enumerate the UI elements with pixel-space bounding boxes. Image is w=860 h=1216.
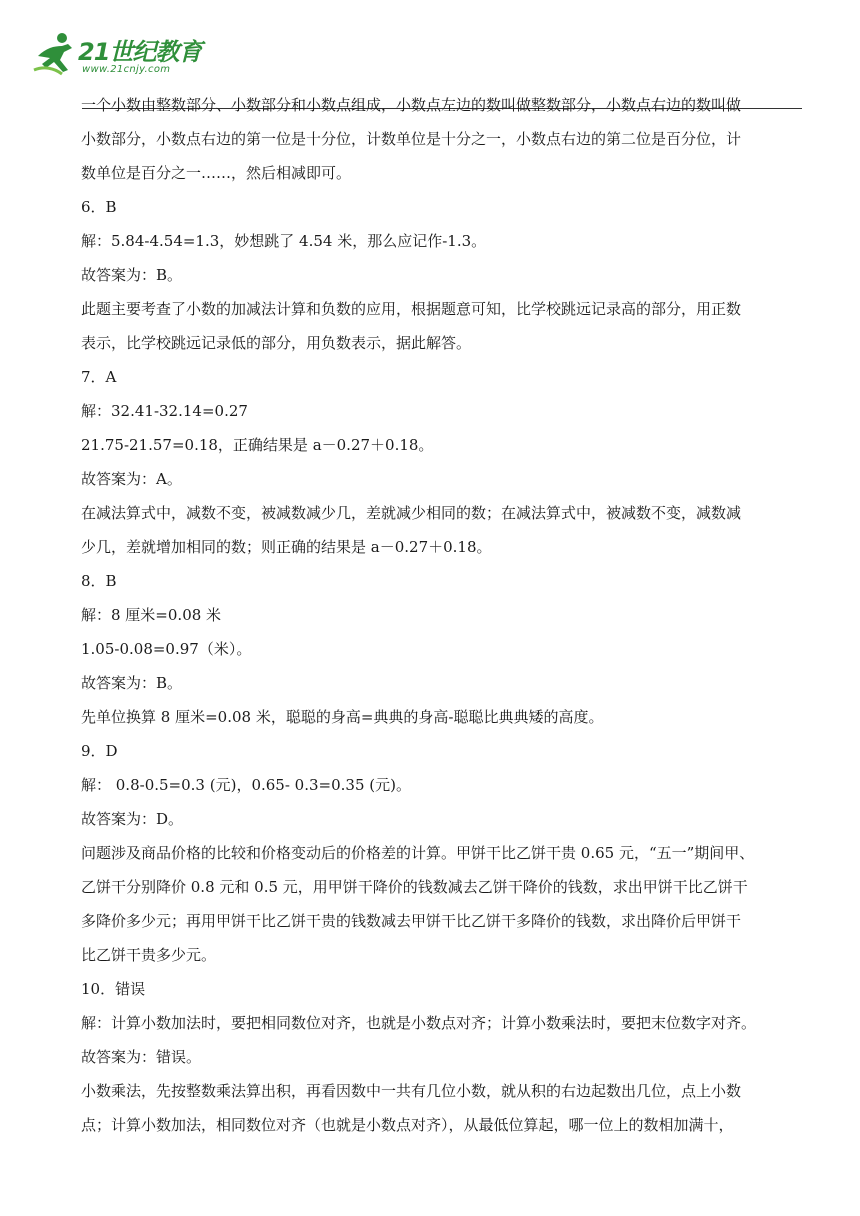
question-number: 6．B <box>81 198 117 216</box>
text-line: 先单位换算 8 厘米=0.08 米，聪聪的身高=典典的身高-聪聪比典典矮的高度。 <box>81 708 604 726</box>
text-line: 此题主要考查了小数的加减法计算和负数的应用，根据题意可知，比学校跳远记录高的部分，用正数 <box>81 300 742 318</box>
question-number: 7．A <box>81 368 117 386</box>
text-line: 1.05-0.08=0.97（米）。 <box>81 640 252 658</box>
answer-line: 故答案为：D。 <box>81 810 184 828</box>
answer-line: 故答案为：B。 <box>81 674 183 692</box>
document-body <box>81 88 781 1142</box>
question-number: 9．D <box>81 742 118 760</box>
answer-line: 故答案为：A。 <box>81 470 182 488</box>
text-line: 解：32.41-32.14=0.27 <box>81 402 248 420</box>
answer-line: 故答案为：B。 <box>81 266 183 284</box>
text-line: 解：计算小数加法时，要把相同数位对齐，也就是小数点对齐；计算小数乘法时，要把末位数字对齐。 <box>81 1014 757 1032</box>
logo-text: 21世纪教育 <box>78 38 202 66</box>
text-line: 在减法算式中，减数不变，被减数减少几，差就减少相同的数；在减法算式中，被减数不变，减数减 <box>81 504 742 522</box>
text-line: 21.75-21.57=0.18，正确结果是 a－0.27＋0.18。 <box>81 436 434 454</box>
text-line: 表示，比学校跳远记录低的部分，用负数表示，据此解答。 <box>81 334 472 352</box>
question-number: 8．B <box>81 572 117 590</box>
text-line: 小数部分，小数点右边的第一位是十分位，计数单位是十分之一，小数点右边的第二位是百分位，计 <box>81 130 742 148</box>
page-header <box>24 26 784 86</box>
logo-url: www.21cnjy.com <box>82 64 171 75</box>
logo <box>32 30 232 80</box>
text-line: 一个小数由整数部分、小数部分和小数点组成，小数点左边的数叫做整数部分，小数点右边的数叫做 <box>81 96 742 114</box>
answer-line: 故答案为：错误。 <box>81 1048 202 1066</box>
text-line: 乙饼干分别降价 0.8 元和 0.5 元，用甲饼干降价的钱数减去乙饼干降价的钱数，求出甲饼干比乙饼干 <box>81 878 748 896</box>
text-line: 问题涉及商品价格的比较和价格变动后的价格差的计算。甲饼干比乙饼干贵 0.65 元，“五一”期间甲、 <box>81 844 755 862</box>
text-line: 解： 0.8-0.5=0.3 (元)，0.65- 0.3=0.35 (元)。 <box>81 776 411 794</box>
text-line: 多降价多少元；再用甲饼干比乙饼干贵的钱数减去甲饼干比乙饼干多降价的钱数，求出降价后甲饼干 <box>81 912 742 930</box>
text-line: 比乙饼干贵多少元。 <box>81 946 217 964</box>
text-line: 小数乘法，先按整数乘法算出积，再看因数中一共有几位小数，就从积的右边起数出几位，点上小数 <box>81 1082 742 1100</box>
question-number: 10．错误 <box>81 980 146 998</box>
text-line: 解：5.84-4.54=1.3，妙想跳了 4.54 米，那么应记作-1.3。 <box>81 232 487 250</box>
text-line: 少几，差就增加相同的数；则正确的结果是 a－0.27＋0.18。 <box>81 538 492 556</box>
running-figure-logo-icon <box>32 30 80 76</box>
text-line: 解：8 厘米=0.08 米 <box>81 606 222 624</box>
text-line: 点；计算小数加法，相同数位对齐（也就是小数点对齐），从最低位算起，哪一位上的数相加满十， <box>81 1116 734 1134</box>
text-line: 数单位是百分之一……，然后相减即可。 <box>81 164 352 182</box>
